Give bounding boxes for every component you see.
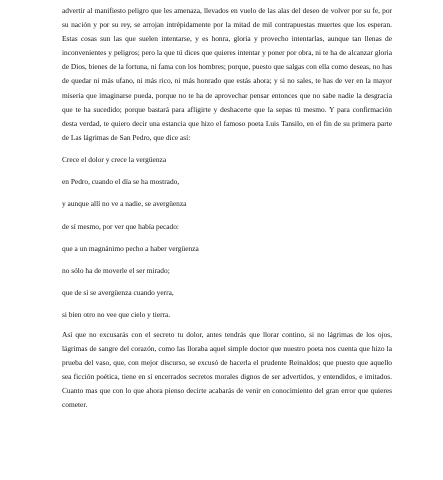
- poem-verse: si bien otro no vee que cielo y tierra.: [62, 310, 171, 320]
- poem-verse: Crece el dolor y crece la vergüenza: [62, 154, 167, 164]
- paragraph-intro: advertir al manifiesto peligro que les amenaza, llevados en vuelo de las alas del deseo de volver por su fe, por su nación y por su rey, se arrojan intrépidamente por la mitad de mil contrapuestas muertes que los esperan. Estas cosas sun las que suelen intentarse, y es honra, gloria y provecho intentarlas, aunque tan llenas de inconvenientes y peligros; pero la que tú dices que quieres intentar y poner por obra, ni te ha de alcanzar gloria de Dios, bienes de la fortuna, ni fama con los hombres; porque, puesto que salgas con ella como deseas, no has de quedar ni más ufano, ni más rico, ni más honrado que estás ahora; y si no sales, te has de ver en la mayor miseria que imaginarse pueda, porque no te ha de aprovechar pensar entonces que no sabe nadie la desgracia que te ha sucedido; porque bastará para afligirte y deshacerte que la sepas tú mesmo. Y para confirmación desta verdad, te quiero decir una estancia que hizo el famoso poeta Luis Tansilo, en el fin de su primera parte de Las lágrimas de San Pedro, que dice así:: [62, 6, 392, 142]
- poem-verse: que de sí se avergüenza cuando yerra,: [62, 288, 174, 298]
- prose-section-closing: [62, 328, 392, 413]
- poem-verse: que a un magnánimo pecho a haber vergüenza: [62, 243, 199, 253]
- poem-verse: de sí mesmo, por ver que había pecado:: [62, 221, 179, 231]
- poem-verse: y aunque allí no ve a nadie, se avergüenza: [62, 199, 187, 209]
- poem-stanza: [62, 149, 392, 327]
- text-column: [62, 4, 392, 412]
- paragraph-closing: Así que no excusarás con el secreto tu dolor, antes tendrás que llorar contino, si no lágrimas de los ojos, lágrimas de sangre del corazón, como las lloraba aquel simple doctor que nuestro poeta nos cuenta que hizo la prueba del vaso, que, con mejor discurso, se excusó de hacerla el prudente Reinaldos; que puesto que aquello sea ficción poética, tiene en sí encerrados secretos morales dignos de ser advertidos, y entendidos, e imitados. Cuanto mas que con lo que ahora pienso decirte acabarás de venir en conocimiento del gran error que quieres cometer.: [62, 329, 392, 410]
- poem-verse: en Pedro, cuando el día se ha mostrado,: [62, 177, 180, 187]
- prose-section: [62, 4, 392, 145]
- poem-verse: no sólo ha de moverle el ser mirado;: [62, 265, 170, 275]
